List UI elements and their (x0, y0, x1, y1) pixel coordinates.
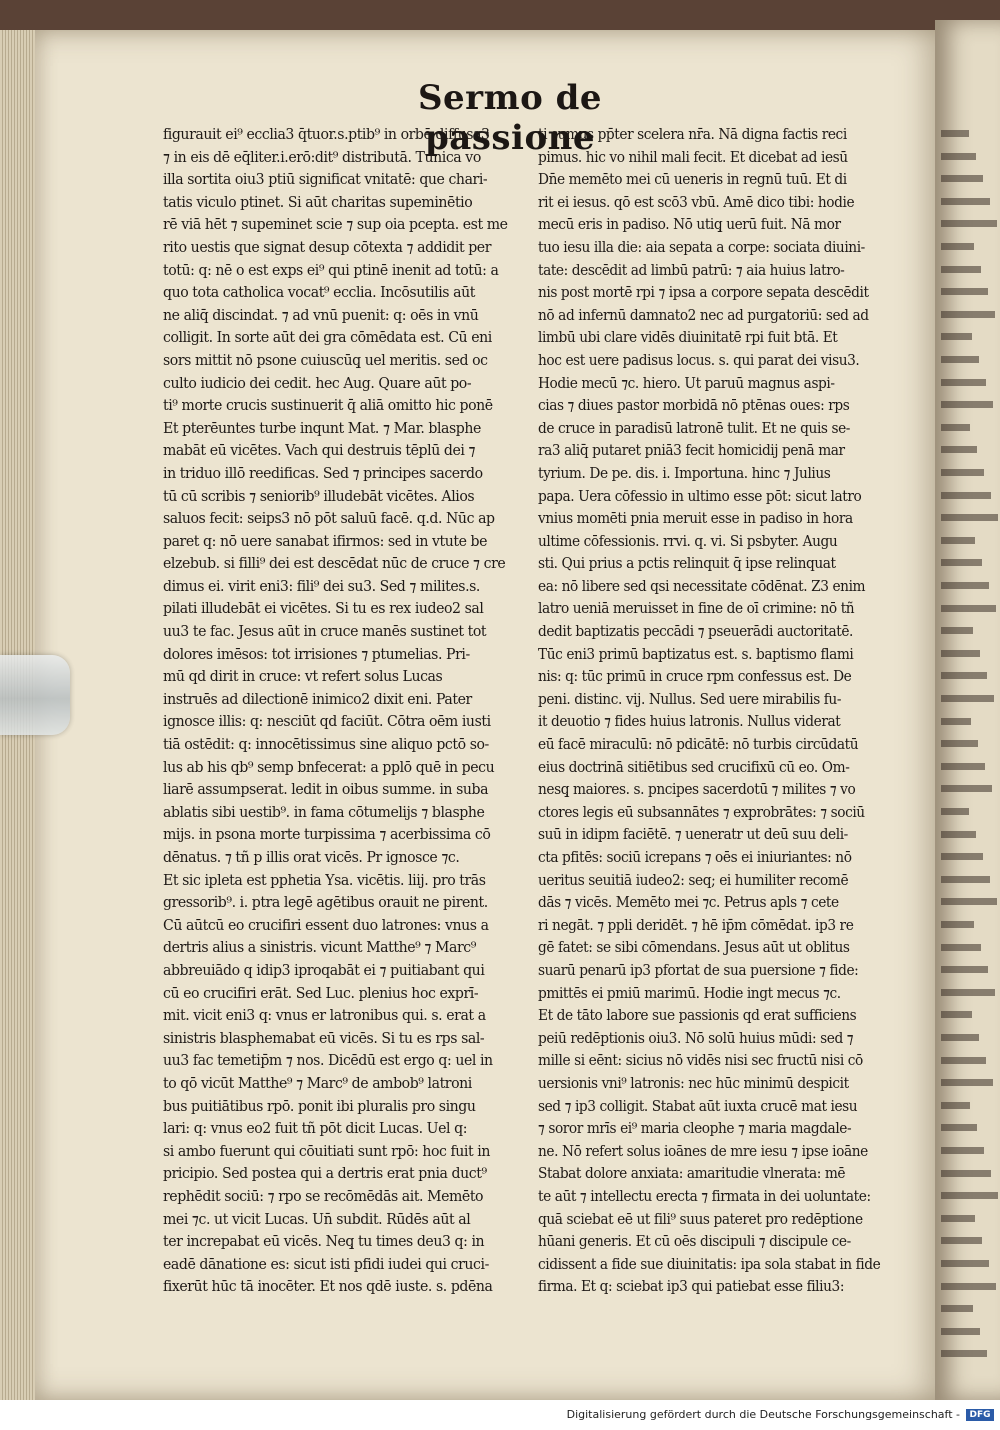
facing-text-line (941, 831, 976, 838)
text-line: bus puitiātibus rpō. ponit ibi pluralis pro singu (163, 1097, 476, 1115)
text-line: dēnatus. ⁊ tñ p illis orat vicēs. Pr ignosce ⁊c. (163, 849, 460, 866)
text-line: nō ad infernū damnato2 nec ad purgatoriū: sed ad (538, 306, 869, 324)
facing-text-line (941, 492, 991, 499)
text-line: mecū eris in padiso. Nō utiq̧ uerū fuit. Nā mor (538, 216, 841, 234)
facing-text-line (941, 695, 994, 702)
running-head: Sermo de passione (418, 78, 602, 158)
text-line: sinistris blasphemabat eū vicēs. Si tu es rps sal- (163, 1029, 485, 1047)
facing-text-line (941, 130, 969, 137)
text-line: vnius momēti pnia meruit esse in padiso in hora (538, 510, 853, 528)
text-line: liarē assumpserat. ledit in oibus summe. in suba (163, 781, 489, 799)
text-line: mijs. in psona morte turpissima ⁊ acerbissima cō (163, 826, 491, 844)
text-line: tiā ostēdit: q: innocētissimus sine aliquo pctō so- (163, 736, 489, 754)
facing-text-line (941, 153, 976, 160)
text-line: firma. Et q: sciebat ip3 qui patiebat esse filiu3: (538, 1278, 845, 1296)
facing-text-line (941, 288, 988, 295)
text-line: gressorib⁹. i. ptra legē agētibus orauit ne pirent. (163, 894, 488, 912)
text-line: si ambo fuerunt qui cōuitiati sunt rpō: hoc fuit in (163, 1142, 490, 1160)
text-line: elzebub. si filli⁹ dei est descēdat nūc de cruce ⁊ cre (163, 555, 506, 573)
text-line: abbreuiādo q idip3 iproqabāt ei ⁊ puitiabant qui (163, 961, 485, 979)
text-line: ignosce illis: q: nesciūt qd faciūt. Cōtra oēm iusti (163, 713, 491, 731)
facing-text-line (941, 785, 992, 792)
text-line: Hodie mecū ⁊c. hiero. Ut paruū magnus aspi- (538, 374, 835, 392)
text-line: nis: q: tūc primū in cruce rpm confessus est. De (538, 668, 852, 686)
facing-text-line (941, 1170, 991, 1177)
text-line: cidissent a fide sue diuinitatis: ipa sola stabat in fide (538, 1255, 881, 1273)
facing-text-line (941, 763, 985, 770)
facing-text-line (941, 1215, 975, 1222)
facing-text-line (941, 1034, 979, 1041)
text-line: ueritus seuitiā iudeo2: seq; ei humiliter recomē (538, 871, 849, 889)
facing-text-line (941, 333, 972, 340)
text-line: it deuotio ⁊ fides huius latronis. Nullus viderat (538, 713, 841, 731)
text-line: Stabat dolore anxiata: amaritudie vlnerata: mē (538, 1165, 846, 1183)
facing-text-line (941, 627, 973, 634)
text-line: mabāt eū vicētes. Vach qui destruis tēplū dei ⁊ (163, 442, 476, 460)
text-line: ne. Nō refert solus ioānes de mre iesu ⁊ ipse ioāne (538, 1142, 868, 1160)
text-line: eū facē miraculū: nō pdicātē: nō turbis circūdatū (538, 736, 859, 754)
text-line: tyrium. De pe. dis. i. Importuna. hinc ⁊ Julius (538, 464, 831, 482)
facing-text-line (941, 401, 993, 408)
text-line: ⁊ soror mrīs ei⁹ maria cleophe ⁊ maria magdale- (538, 1120, 852, 1138)
text-line: Et de tāto labore sue passionis qd erat sufficiens (538, 1007, 857, 1025)
text-line: ri negāt. ⁊ ppli deridēt. ⁊ hē ip̄m cōmēdat. ip3 re (538, 916, 854, 934)
facing-text-line (941, 944, 981, 951)
facing-text-line (941, 1237, 982, 1244)
text-line: fixerūt hūc tā inocēter. Et nos qdē iuste. s. pdēna (163, 1278, 493, 1296)
text-line: dimus ei. virit eni3: fili⁹ dei su3. Sed ⁊ milites.s. (163, 577, 480, 595)
text-line: ultime cōfessionis. rrvi. q. vi. Si psbyter. Augu (538, 532, 838, 550)
text-line: tatis viculo ptinet. Si aūt charitas supeminētio (163, 193, 473, 211)
text-line: eadē dānatione es: sicut isti pfidi iudei qui cruci- (163, 1255, 489, 1273)
facing-text-line (941, 198, 990, 205)
facing-text-line (941, 1260, 989, 1267)
book-clasp (0, 655, 70, 735)
facing-text-line (941, 266, 981, 273)
facing-text-line (941, 559, 982, 566)
text-line: mei ⁊c. ut vicit Lucas. Un̄ subdit. Rūdēs aūt al (163, 1210, 471, 1228)
facing-text-line (941, 966, 988, 973)
text-line: saluos fecit: seips3 nō pōt saluū facē. q.d. Nūc ap (163, 510, 495, 528)
text-line: rit ei iesus. qō est scō3 vbū. Amē dico tibi: hodie (538, 193, 855, 211)
footer-bar (0, 1400, 1000, 1430)
facing-text-line (941, 650, 980, 657)
text-line: dolores imēsos: tot irrisiones ⁊ ptumelias. Pri- (163, 645, 470, 663)
text-line: quo tota catholica vocat⁹ ecclia. Incōsutilis aūt (163, 284, 475, 302)
facing-text-line (941, 672, 987, 679)
text-line: ea: nō libere sed qsi necessitate cōdēnat. Z3 enim (538, 577, 866, 595)
text-line: peiū redēptionis oiu3. Nō solū huius mūdi: sed ⁊ (538, 1029, 854, 1047)
text-line: Tūc eni3 primū baptizatus est. s. baptismo flami (538, 645, 854, 663)
text-line: Dn̄e memēto mei cū ueneris in regnū tuū. Et di (538, 171, 847, 189)
text-line: Cū aūtcū eo crucifiri essent duo latrones: vnus a (163, 916, 489, 934)
text-line: ablatis sibi uestib⁹. in fama cōtumelijs ⁊ blasphe (163, 803, 485, 821)
text-line: pilati illudebāt ei vicētes. Si tu es rex iudeo2 sal (163, 600, 484, 618)
text-line: lari: q: vnus eo2 fuit tñ pōt dicit Lucas. Uel q: (163, 1120, 468, 1138)
text-line: dās ⁊ vicēs. Memēto mei ⁊c. Petrus apls ⁊ cete (538, 894, 839, 912)
text-line: cta pfitēs: sociū icrepans ⁊ oēs ei iniuriantes: nō (538, 849, 852, 866)
text-line: gē fatet: se sibi cōmendans. Jesus aūt ut oblitus (538, 939, 850, 957)
facing-text-line (941, 469, 984, 476)
text-line: mille si eēnt: sicius nō vidēs nisi sec fructū nisi cō (538, 1052, 863, 1070)
text-line: totū: q: nē o est exps ei⁹ qui ptinē inenit ad totū: a (163, 261, 499, 279)
facing-text-line (941, 1124, 977, 1131)
facing-text-line (941, 898, 997, 905)
text-line: tate: descēdit ad limbū patrū: ⁊ aia huius latro- (538, 261, 845, 279)
text-line: ne aliq̄ discindat. ⁊ ad vnū puenit: q: oēs in vnū (163, 306, 479, 324)
facing-page-edge (935, 20, 1000, 1400)
text-line: de cruce in paradisū latronē tulit. Et ne quis se- (538, 419, 851, 437)
facing-text-line (941, 1147, 984, 1154)
facing-text-line (941, 718, 971, 725)
facing-text-line (941, 853, 983, 860)
text-line: quā sciebat eē ut fili⁹ suus pateret pro redēptione (538, 1210, 863, 1228)
facing-text-line (941, 740, 978, 747)
facing-text-line (941, 311, 995, 318)
facing-text-line (941, 243, 974, 250)
facing-text-line (941, 514, 998, 521)
facing-text-line (941, 921, 974, 928)
facing-text-line (941, 1079, 993, 1086)
text-line: te aūt ⁊ intellectu erecta ⁊ firmata in dei uoluntate: (538, 1187, 871, 1205)
text-line: hūani generis. Et cū oēs discipuli ⁊ discipule ce- (538, 1233, 851, 1251)
text-line: dertris alius a sinistris. vicunt Matthe⁹ ⁊ Marc⁹ (163, 939, 476, 957)
text-line: ctores legis eū subsannātes ⁊ exprobrātes: ⁊ sociū (538, 803, 865, 821)
text-line: uersionis vni⁹ latronis: nec hūc minimū despicit (538, 1074, 849, 1092)
facing-text-line (941, 605, 996, 612)
facing-text-line (941, 1350, 987, 1357)
facing-text-line (941, 446, 977, 453)
text-line: in triduo illō reedificas. Sed ⁊ principes sacerdo (163, 464, 483, 482)
text-line: peni. distinc. vij. Nullus. Sed uere mirabilis fu- (538, 690, 842, 708)
text-line: hoc est uere padisus locus. s. qui parat dei visu3. (538, 351, 860, 369)
facing-text-line (941, 424, 970, 431)
facing-text-line (941, 1192, 998, 1199)
text-line: suū in idipm faciētē. ⁊ ueneratr ut deū suu deli- (538, 826, 848, 844)
facing-text-line (941, 1011, 972, 1018)
text-line: cū eo crucifiri erāt. Sed Luc. plenius hoc exprī- (163, 984, 479, 1002)
text-line: pricipio. Sed postea qui a dertris erat pnia duct⁹ (163, 1165, 487, 1183)
facing-text-line (941, 1283, 996, 1290)
text-line: figurauit ei⁹ ecclia3 q̄tuor.s.ptib⁹ in orbē diffusa3 (163, 126, 490, 143)
text-line: uu3 fac temetip̄m ⁊ nos. Dicēdū est ergo q: uel in (163, 1052, 493, 1070)
facing-text-line (941, 876, 990, 883)
facing-text-line (941, 1328, 980, 1335)
text-line: culto iudicio dei cedit. hec Aug. Quare aūt po- (163, 374, 472, 392)
text-line: sed ⁊ ip3 colligit. Stabat aūt iuxta crucē mat iesu (538, 1097, 858, 1115)
text-line: cias ⁊ diues pastor morbidā nō ptēnas oues: rps (538, 397, 850, 415)
right-text-column (538, 124, 880, 1299)
facing-text-line (941, 175, 983, 182)
text-line: Et pterēuntes turbe inqunt Mat. ⁊ Mar. blasphe (163, 419, 481, 437)
facing-text-line (941, 582, 989, 589)
text-line: lus ab his qb⁹ semp bnfecerat: a pplō quē in pecu (163, 758, 495, 776)
text-line: ⁊ in eis dē eq̄liter.i.erō:dit⁹ distributā. Tunica vo (163, 148, 481, 166)
facing-text-line (941, 537, 975, 544)
text-line: ter increpabat eū vicēs. Neq̧ tu times deu3 q: in (163, 1233, 485, 1251)
text-line: Et sic ipleta est pphetia Ysa. vicētis. liij. pro trās (163, 871, 486, 889)
text-line: rē viā hēt ⁊ supeminet scie ⁊ sup oia pcepta. est me (163, 216, 508, 234)
text-line: pimus. hic vo nihil mali fecit. Et dicebat ad iesū (538, 148, 848, 166)
text-line: rephēdit sociū: ⁊ rpo se recōmēdās ait. Memēto (163, 1187, 484, 1205)
facing-text-line (941, 1102, 970, 1109)
text-line: nesq̧ maiores. s. pncipes sacerdotū ⁊ milites ⁊ vo (538, 781, 856, 799)
text-line: eius doctrinā sitiētibus sed crucifixū cū eo. Om- (538, 758, 850, 776)
text-line: tū cū scribis ⁊ seniorib⁹ illudebāt vicētes. Alios (163, 487, 475, 505)
text-line: ra3 aliq̄ putaret pniā3 fecit homicidij penā mar (538, 442, 845, 460)
text-line: papa. Uera cōfessio in ultimo esse pōt: sicut latro (538, 487, 862, 505)
left-text-column (163, 124, 508, 1299)
text-line: uu3 te fac. Jesus aūt in cruce manēs sustinet tot (163, 623, 487, 641)
text-line: latro ueniā meruisset in fine de oī crimine: nō tñ (538, 600, 855, 618)
text-line: ti sumus pp̄ter scelera nr̄a. Nā digna factis reci (538, 126, 847, 143)
text-line: to qō vicūt Matthe⁹ ⁊ Marc⁹ de ambob⁹ latroni (163, 1074, 472, 1092)
facing-text-line (941, 220, 997, 227)
text-line: instruēs ad dilectionē inimico2 dixit eni. Pater (163, 690, 472, 708)
text-line: pmittēs ei pmiū marimū. Hodie ingt mecus ⁊c. (538, 984, 841, 1002)
facing-text-line (941, 1305, 973, 1312)
text-line: colligit. In sorte aūt dei gra cōmēdata est. Cū eni (163, 329, 492, 347)
text-line: dedit baptizatis peccādi ⁊ pseuerādi auctoritatē. (538, 623, 853, 641)
text-line: mū qd dirit in cruce: vt refert solus Lucas (163, 668, 443, 686)
funding-credit: Digitalisierung gefördert durch die Deutsche Forschungsgemeinschaft - (566, 1408, 960, 1421)
text-line: illa sortita oiu3 ptiū significat vnitatē: que chari- (163, 171, 488, 189)
dfg-logo: DFG (966, 1409, 994, 1421)
text-line: limbū ubi clare vidēs diuinitatē rpi fuit btā. Et (538, 329, 838, 347)
text-line: mit. vicit eni3 q: vnus er latronibus qui. s. erat a (163, 1007, 486, 1025)
text-line: paret q: nō uere sanabat ifirmos: sed in vtute be (163, 532, 488, 550)
facing-text-line (941, 379, 986, 386)
text-line: suarū penarū ip3 pfortat de sua puersione ⁊ fide: (538, 961, 859, 979)
facing-text-line (941, 989, 995, 996)
text-line: tuo iesu illa die: aia sepata a corpe: sociata diuini- (538, 238, 865, 256)
text-line: ti⁹ morte crucis sustinuerit q̄ aliā omitto hic ponē (163, 397, 493, 415)
text-line: rito uestis que signat desup cōtexta ⁊ addidit per (163, 238, 492, 256)
text-line: nis post mortē rpi ⁊ ipsa a corpore sepata descēdit (538, 284, 869, 302)
facing-text-line (941, 808, 969, 815)
text-line: sors mittit nō psone cuiuscūq̧ uel meritis. sed oc (163, 351, 488, 369)
facing-text-line (941, 356, 979, 363)
facing-text-line (941, 1057, 986, 1064)
text-line: sti. Qui prius a pctis relinquit q̄ ipse relinquat (538, 555, 836, 573)
